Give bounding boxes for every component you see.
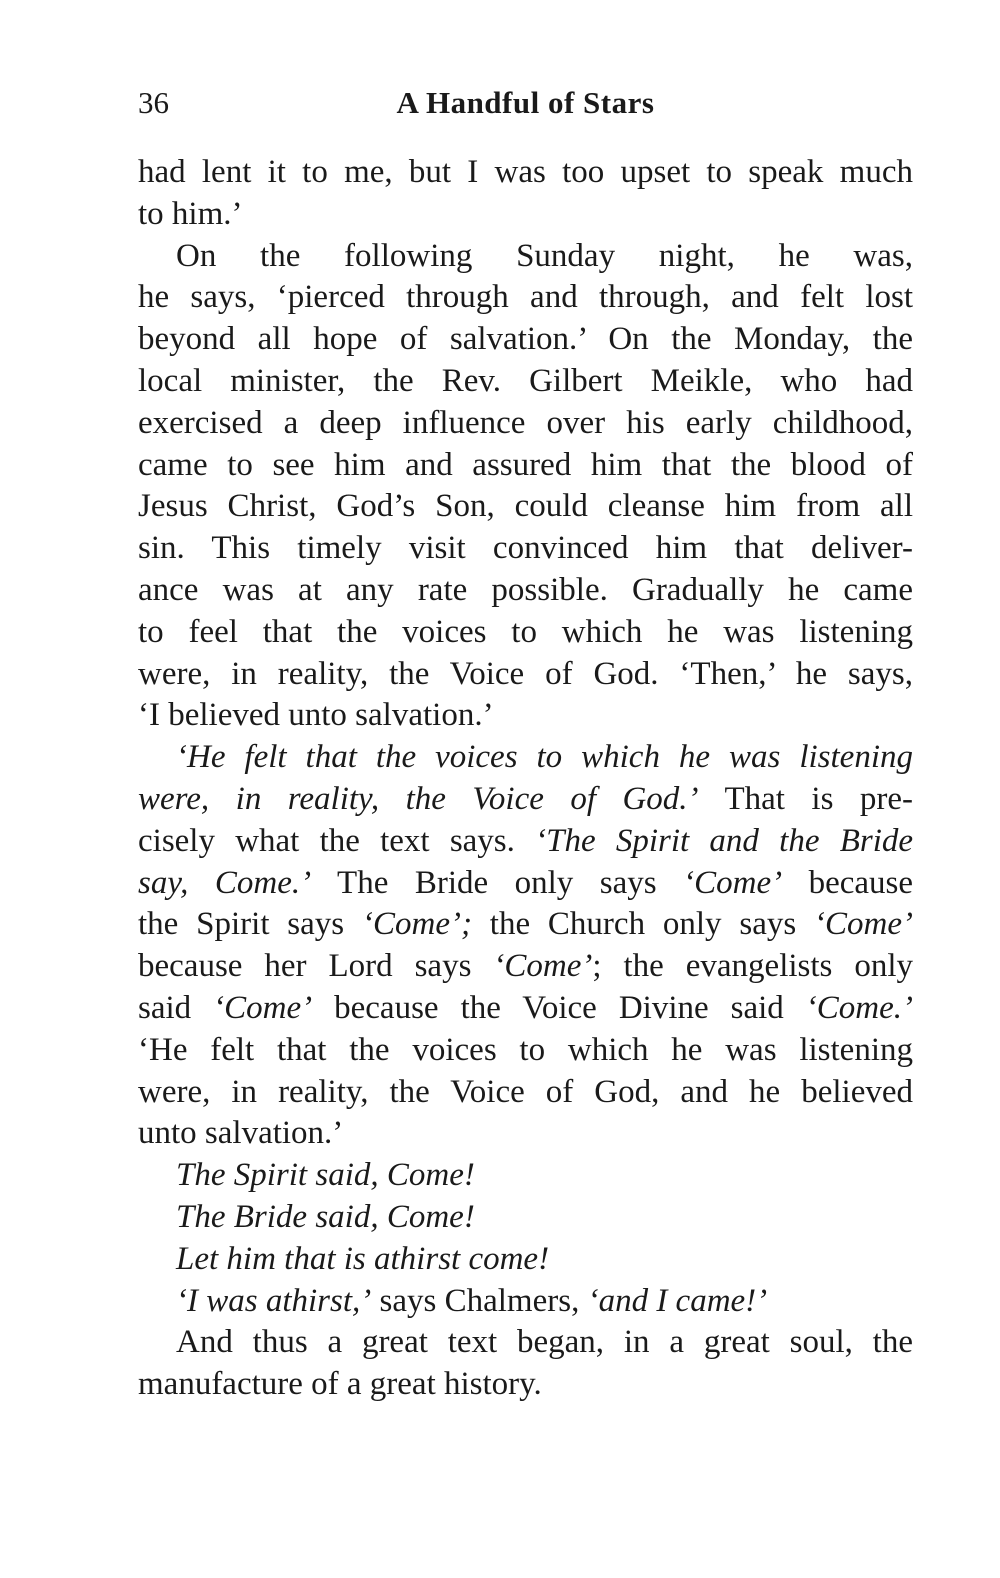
italic-word: ‘Come’ — [683, 864, 783, 901]
text-line — [138, 737, 913, 779]
text-line: local minister, the Rev. Gilbert Meikle, who had — [138, 362, 913, 399]
body-text — [138, 152, 913, 1406]
italic-verse: The Bride said, Come! — [176, 1198, 475, 1235]
verse-line — [138, 1197, 913, 1239]
italic-word: ‘Come’ — [493, 948, 593, 985]
text-line — [138, 946, 913, 988]
italic-verse: Let him that is athirst come! — [176, 1240, 550, 1277]
italic-quote: ‘He felt that the voices to which he was listening — [176, 739, 913, 776]
text-line: to feel that the voices to which he was listening — [138, 613, 913, 650]
text-line: came to see him and assured him that the blood of — [138, 446, 913, 483]
text-run: because — [808, 864, 914, 901]
text-line: On the following Sunday night, he was, — [176, 237, 913, 274]
italic-quote: ‘I was athirst,’ — [176, 1282, 372, 1319]
text-line — [138, 904, 913, 946]
text-line — [138, 988, 913, 1030]
text-run: the Spirit says — [138, 906, 345, 943]
text-line: to him.’ — [138, 195, 243, 232]
verse-line — [138, 1239, 913, 1281]
italic-quote: ‘and I came!’ — [587, 1282, 768, 1319]
text-line: And thus a great text began, in a great soul, the — [176, 1324, 913, 1361]
text-run: cisely what the text says. — [138, 822, 515, 859]
italic-word: ‘Come’ — [213, 989, 313, 1026]
text-run: because her Lord says — [138, 948, 472, 985]
italic-word: ‘Come’; — [361, 906, 472, 943]
page-header — [138, 78, 913, 128]
text-run: says Chalmers, — [379, 1282, 580, 1319]
text-line — [138, 779, 913, 821]
italic-verse: The Spirit said, Come! — [176, 1157, 475, 1194]
text-line: unto salvation.’ — [138, 1115, 344, 1152]
text-line — [138, 863, 913, 905]
running-title: A Handful of Stars — [396, 85, 655, 120]
text-line — [138, 821, 913, 863]
text-line: ‘He felt that the voices to which he was listening — [138, 1031, 913, 1068]
text-run: That is pre- — [724, 780, 914, 817]
text-run: because the Voice Divine said — [334, 989, 784, 1026]
italic-quote: were, in reality, the Voice of God.’ — [138, 780, 699, 817]
text-line: Jesus Christ, God’s Son, could cleanse him from all — [138, 488, 913, 525]
text-line: were, in reality, the Voice of God, and he believed — [138, 1073, 913, 1110]
text-line: beyond all hope of salvation.’ On the Monday, the — [138, 321, 913, 358]
text-line: ‘I believed unto salvation.’ — [138, 697, 494, 734]
italic-word: ‘Come’ — [814, 906, 914, 943]
text-run: ; the evangelists only — [592, 948, 914, 985]
text-line: manufacture of a great history. — [138, 1366, 542, 1403]
text-line: he says, ‘pierced through and through, and felt lost — [138, 279, 913, 316]
text-line — [138, 1281, 913, 1323]
italic-quote: say, Come.’ — [138, 864, 312, 901]
verse-line — [138, 1155, 913, 1197]
text-line: had lent it to me, but I was too upset to speak much — [138, 154, 913, 190]
text-line: sin. This timely visit convinced him that deliver- — [138, 530, 913, 567]
italic-quote: ‘The Spirit and the Bride — [535, 822, 914, 859]
italic-word: ‘Come.’ — [805, 989, 914, 1026]
text-line: ance was at any rate possible. Gradually he came — [138, 571, 913, 608]
text-run: said — [138, 989, 192, 1026]
text-run: the Church only says — [489, 906, 797, 943]
page-number: 36 — [138, 85, 169, 120]
text-line: were, in reality, the Voice of God. ‘Then,’ he says, — [138, 655, 913, 692]
text-run: The Bride only says — [337, 864, 657, 901]
text-line: exercised a deep influence over his early childhood, — [138, 404, 913, 441]
